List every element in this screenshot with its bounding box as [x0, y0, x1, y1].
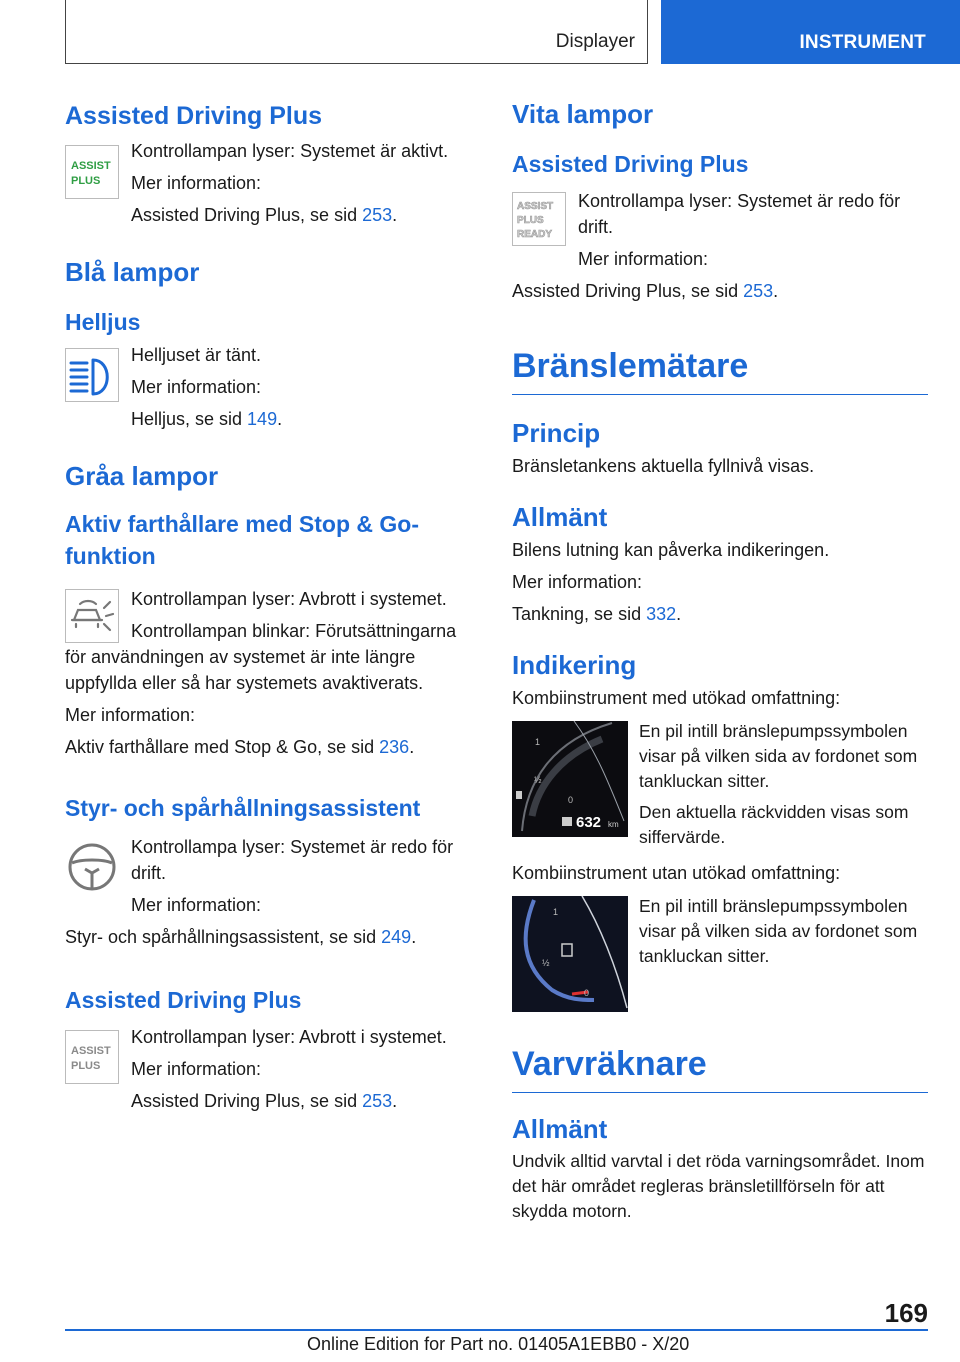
gauge-tick-label: 1 — [553, 907, 559, 917]
indicator-description: Kontrollampan lyser: Systemet är aktivt. — [131, 141, 449, 161]
range-unit: km — [608, 820, 619, 829]
tachometer-heading: Varvräknare — [512, 1045, 707, 1083]
high-beam-heading: Helljus — [65, 309, 141, 335]
icon-text: PLUS — [71, 1060, 101, 1072]
standard-gauge-entry — [512, 894, 928, 1014]
high-beam-icon — [65, 348, 119, 402]
assist-plus-off-entry — [65, 1024, 480, 1114]
gauge-tick-label: 1 — [535, 737, 541, 747]
gauge-tick-label: ½ — [534, 775, 542, 785]
page-link[interactable]: 253 — [743, 281, 774, 301]
section-divider — [512, 1092, 928, 1093]
assist-plus-ready-icon — [512, 192, 566, 246]
extended-gauge-description: En pil intill bränslepumpssymbolen visar på vilken sida av fordonet som tankluckan sitter. — [639, 721, 918, 791]
section-divider — [512, 394, 928, 395]
icon-text: PLUS — [517, 215, 544, 226]
gauge-tick-label: 0 — [584, 988, 590, 998]
section-tab-label: Displayer — [555, 31, 635, 52]
more-info-label: Mer information: — [131, 377, 262, 397]
white-lamps-heading: Vita lampor — [512, 99, 654, 129]
range-value: 632 — [576, 814, 602, 831]
page-link[interactable]: 253 — [362, 1091, 393, 1111]
steering-assist-entry — [65, 834, 480, 918]
more-info-label: Mer information: — [131, 173, 262, 193]
principle-text: Bränsletankens aktuella fyllnivå visas. — [512, 456, 815, 476]
general-heading: Allmänt — [512, 502, 608, 532]
header-chapter-tab — [661, 0, 960, 64]
cross-reference: Assisted Driving Plus, se sid 253. — [512, 281, 779, 301]
more-info-label: Mer information: — [578, 249, 709, 269]
cruise-control-fault-icon — [65, 589, 119, 643]
left-column — [65, 100, 480, 1114]
edition-footer: Online Edition for Part no. 01405A1EBB0 - X/20 — [307, 1334, 690, 1354]
icon-text: ASSIST — [71, 160, 111, 172]
indicator-description: Helljuset är tänt. — [131, 345, 262, 365]
page-link[interactable]: 332 — [646, 604, 677, 624]
page-number: 169 — [884, 1298, 928, 1328]
acc-heading: Aktiv farthållare med Stop & Go-funktion — [65, 511, 420, 569]
steering-assist-heading: Styr- och spårhållningsassistent — [65, 795, 421, 821]
steering-wheel-icon — [65, 839, 119, 893]
cross-reference: Tankning, se sid 332. — [512, 604, 682, 624]
page-link[interactable]: 236 — [379, 737, 410, 757]
icon-text: READY — [517, 229, 553, 240]
header-section-tab — [65, 0, 648, 64]
indicator-description-blink: Kontrollampan blinkar: Förutsättningarna för användningen av systemet är inte längre uppfyllda eller så har systemets avaktiverats. — [65, 621, 457, 693]
cross-reference: Helljus, se sid 149. — [131, 409, 283, 429]
more-info-label: Mer information: — [131, 895, 262, 915]
indicator-description: Kontrollampan lyser: Avbrott i systemet. — [131, 589, 447, 609]
grey-lamps-heading: Gråa lampor — [65, 461, 219, 491]
standard-gauge-description: En pil intill bränslepumpssymbolen visar på vilken sida av fordonet som tankluckan sitter. — [639, 896, 918, 966]
general-text: Bilens lutning kan påverka indikeringen. — [512, 540, 830, 560]
standard-fuel-gauge-image — [512, 896, 628, 1012]
cross-reference: Styr- och spårhållningsassistent, se sid 249. — [65, 927, 417, 947]
more-info-label: Mer information: — [512, 572, 643, 592]
assist-plus-green-icon — [65, 145, 119, 199]
assist-plus-entry — [65, 138, 480, 228]
assist-plus-heading: Assisted Driving Plus — [65, 102, 323, 130]
indication-heading: Indikering — [512, 650, 637, 680]
chapter-tab-label: INSTRUMENT — [799, 32, 926, 53]
fuel-gauge-heading: Bränslemätare — [512, 347, 749, 385]
footer-divider — [65, 1329, 928, 1331]
high-beam-entry — [65, 342, 480, 432]
icon-text: PLUS — [71, 175, 101, 187]
icon-text: ASSIST — [71, 1045, 111, 1057]
range-description: Den aktuella räckvidden visas som siffervärde. — [639, 802, 909, 847]
cross-reference: Aktiv farthållare med Stop & Go, se sid 236. — [65, 737, 415, 757]
cross-reference: Assisted Driving Plus, se sid 253. — [131, 1091, 398, 1111]
gauge-tick-label: 0 — [568, 795, 574, 805]
icon-text: ASSIST — [517, 201, 554, 212]
more-info-label: Mer information: — [131, 1059, 262, 1079]
extended-cluster-label: Kombiinstrument med utökad omfattning: — [512, 688, 841, 708]
indicator-description: Kontrollampa lyser: Systemet är redo för drift. — [578, 191, 901, 237]
blue-lamps-heading: Blå lampor — [65, 257, 200, 287]
assist-plus-grey-icon — [65, 1030, 119, 1084]
tachometer-general-heading: Allmänt — [512, 1114, 608, 1144]
page-link[interactable]: 253 — [362, 205, 393, 225]
principle-heading: Princip — [512, 418, 601, 448]
right-column — [512, 100, 928, 1224]
acc-entry — [65, 586, 480, 696]
page-link[interactable]: 149 — [247, 409, 278, 429]
standard-cluster-label: Kombiinstrument utan utökad omfattning: — [512, 863, 841, 883]
assist-plus-ready-heading: Assisted Driving Plus — [512, 151, 749, 177]
cross-reference: Assisted Driving Plus, se sid 253. — [131, 205, 398, 225]
more-info-label: Mer information: — [65, 705, 196, 725]
extended-fuel-gauge-image — [512, 721, 628, 837]
extended-gauge-entry — [512, 719, 928, 850]
page-link[interactable]: 249 — [381, 927, 412, 947]
indicator-description: Kontrollampan lyser: Avbrott i systemet. — [131, 1027, 447, 1047]
assist-plus-ready-entry — [512, 188, 928, 272]
assist-plus-off-heading: Assisted Driving Plus — [65, 987, 302, 1013]
tachometer-text: Undvik alltid varvtal i det röda varningsområdet. Inom det här området regleras bränsletillförseln för att skydda motorn. — [512, 1151, 925, 1221]
indicator-description: Kontrollampa lyser: Systemet är redo för drift. — [131, 837, 454, 883]
gauge-tick-label: ½ — [542, 958, 550, 968]
